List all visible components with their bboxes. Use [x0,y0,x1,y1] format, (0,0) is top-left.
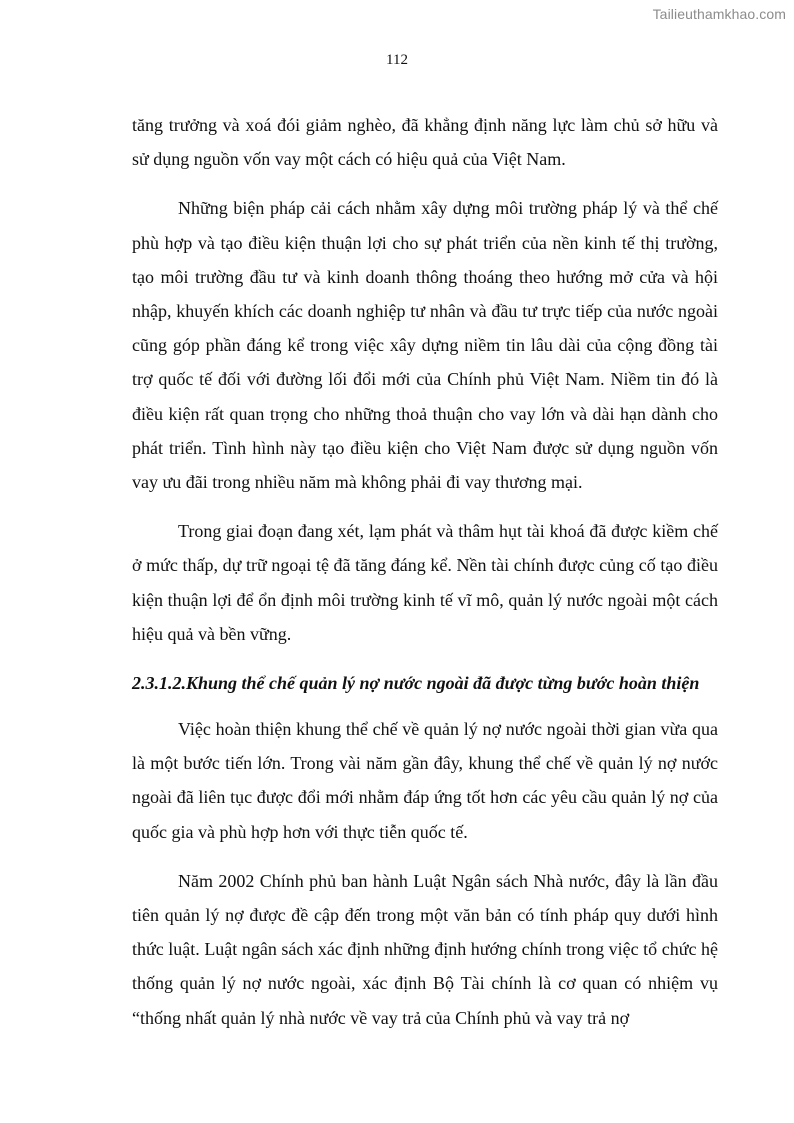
paragraph-4-text: Việc hoàn thiện khung thể chế về quản lý nợ nước ngoài thời gian vừa qua là một bước tiến lớn. Trong vài năm gần đây, khung thể chế về quản lý nợ nước ngoài đã liên tục được đổi mới nhằm đáp ứng tốt hơn các yêu cầu quản lý nợ của quốc gia và phù hợp hơn với thực tiễn quốc tế. [132,719,718,842]
paragraph-2 [132,191,718,499]
paragraph-5 [132,864,718,1035]
document-body [132,108,718,1050]
paragraph-2-text: Những biện pháp cải cách nhằm xây dựng môi trường pháp lý và thể chế phù hợp và tạo điều kiện thuận lợi cho sự phát triển của nền kinh tế thị trường, tạo môi trường đầu tư và kinh doanh thông thoáng theo hướng mở cửa và hội nhập, khuyến khích các doanh nghiệp tư nhân và đầu tư trực tiếp của nước ngoài cũng góp phần đáng kể trong việc xây dựng niềm tin lâu dài của cộng đồng tài trợ quốc tế đối với đường lối đổi mới của Chính phủ Việt Nam. Niềm tin đó là điều kiện rất quan trọng cho những thoả thuận cho vay lớn và dài hạn dành cho phát triển. Tình hình này tạo điều kiện cho Việt Nam được sử dụng nguồn vốn vay ưu đãi trong nhiều năm mà không phải đi vay thương mại. [132,198,718,493]
page-number: 112 [386,52,408,68]
paragraph-3-text: Trong giai đoạn đang xét, lạm phát và thâm hụt tài khoá đã được kiềm chế ở mức thấp, dự trữ ngoại tệ đã tăng đáng kể. Nền tài chính được củng cố tạo điều kiện thuận lợi để ổn định môi trường kinh tế vĩ mô, quản lý nước ngoài một cách hiệu quả và bền vững. [132,521,718,644]
section-heading: 2.3.1.2.Khung thể chế quản lý nợ nước ngoài đã được từng bước hoàn thiện [132,673,700,694]
paragraph-5-text: Năm 2002 Chính phủ ban hành Luật Ngân sách Nhà nước, đây là lần đầu tiên quản lý nợ được đề cập đến trong một văn bản có tính pháp quy dưới hình thức luật. Luật ngân sách xác định những định hướng chính trong việc tổ chức hệ thống quản lý nợ nước ngoài, xác định Bộ Tài chính là cơ quan có nhiệm vụ “thống nhất quản lý nhà nước về vay trả của Chính phủ và vay trả nợ [132,870,718,1028]
watermark-text: Tailieuthamkhao.com [652,6,786,22]
paragraph-1-text: tăng trưởng và xoá đói giảm nghèo, đã khẳng định năng lực làm chủ sở hữu và sử dụng nguồn vốn vay một cách có hiệu quả của Việt Nam. [132,115,718,170]
paragraph-4 [132,712,718,849]
paragraph-1 [132,108,718,176]
paragraph-3 [132,514,718,651]
